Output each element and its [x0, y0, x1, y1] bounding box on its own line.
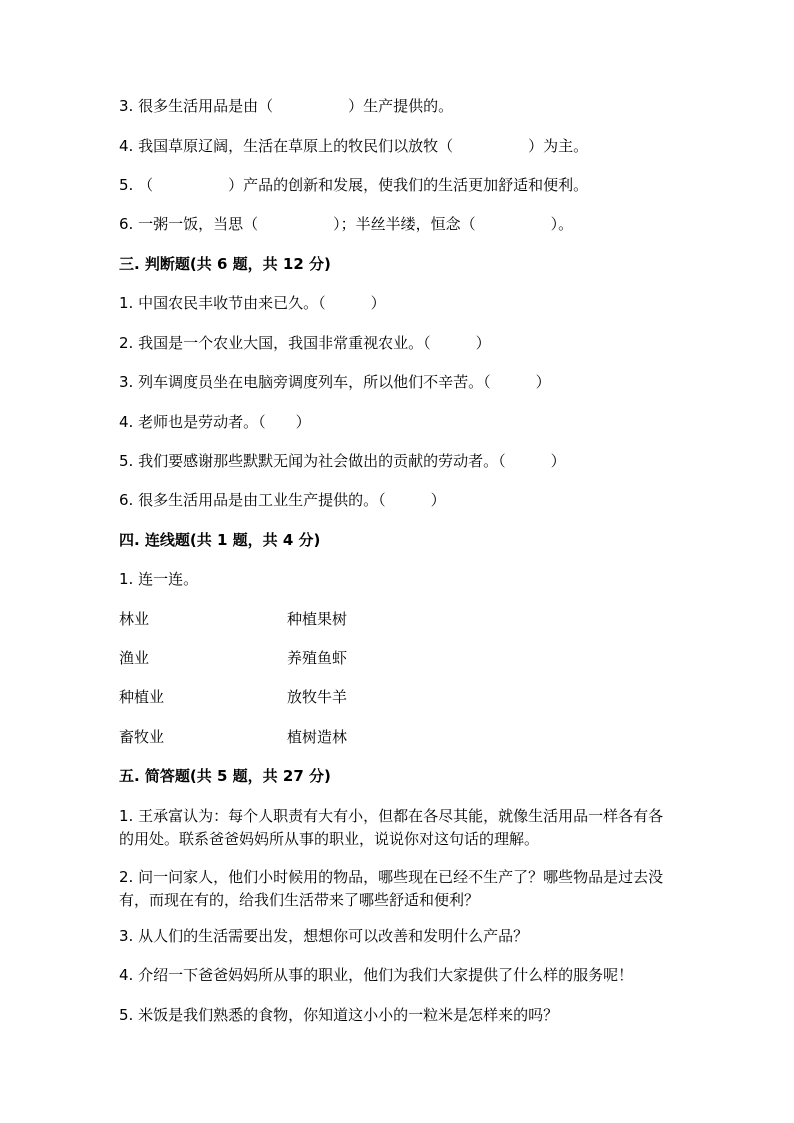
- matching-left-item: 畜牧业: [119, 728, 165, 746]
- judge-question-2: 2. 我国是一个农业大国，我国非常重视农业。（ ）: [119, 334, 491, 352]
- short-answer-question-5: 5. 米饭是我们熟悉的食物，你知道这小小的一粒米是怎样来的吗？: [119, 1006, 559, 1024]
- fill-blank-question-4: 4. 我国草原辽阔，生活在草原上的牧民们以放牧（ ）为主。: [119, 137, 589, 155]
- fill-blank-question-6: 6. 一粥一饭，当思（ ）；半丝半缕，恒念（ ）。: [119, 215, 574, 233]
- section-3-heading: 三. 判断题(共 6 题，共 12 分): [119, 255, 331, 273]
- matching-right-item: 放牧牛羊: [287, 688, 348, 706]
- matching-right-item: 植树造林: [287, 728, 348, 746]
- judge-question-1: 1. 中国农民丰收节由来已久。（ ）: [119, 294, 386, 312]
- section-4-heading: 四. 连线题(共 1 题，共 4 分): [119, 531, 321, 549]
- fill-blank-question-3: 3. 很多生活用品是由（ ）生产提供的。: [119, 97, 454, 115]
- matching-right-item: 养殖鱼虾: [287, 649, 348, 667]
- matching-question: 1. 连一连。: [119, 570, 199, 588]
- short-answer-question-1: 1. 王承富认为：每个人职责有大有小，但都在各尽其能，就像生活用品一样各有各的用处。联系爸爸妈妈所从事的职业，说说你对这句话的理解。: [119, 807, 664, 848]
- short-answer-question-2: 2. 问一问家人，他们小时候用的物品，哪些现在已经不生产了？哪些物品是过去没有，而现在有的，给我们生活带来了哪些舒适和便利？: [119, 868, 664, 909]
- judge-question-4: 4. 老师也是劳动者。（ ）: [119, 413, 311, 431]
- section-5-heading: 五. 简答题(共 5 题，共 27 分): [119, 767, 331, 785]
- judge-question-3: 3. 列车调度员坐在电脑旁调度列车，所以他们不辛苦。（ ）: [119, 373, 551, 391]
- matching-left-item: 林业: [119, 610, 150, 628]
- short-answer-question-4: 4. 介绍一下爸爸妈妈所从事的职业，他们为我们大家提供了什么样的服务呢！: [119, 966, 634, 984]
- matching-left-item: 种植业: [119, 688, 165, 706]
- matching-right-item: 种植果树: [287, 610, 348, 628]
- judge-question-6: 6. 很多生活用品是由工业生产提供的。（ ）: [119, 491, 446, 509]
- matching-left-item: 渔业: [119, 649, 150, 667]
- short-answer-question-3: 3. 从人们的生活需要出发，想想你可以改善和发明什么产品？: [119, 927, 529, 945]
- judge-question-5: 5. 我们要感谢那些默默无闻为社会做出的贡献的劳动者。（ ）: [119, 452, 566, 470]
- fill-blank-question-5: 5. （ ）产品的创新和发展，使我们的生活更加舒适和便利。: [119, 176, 589, 194]
